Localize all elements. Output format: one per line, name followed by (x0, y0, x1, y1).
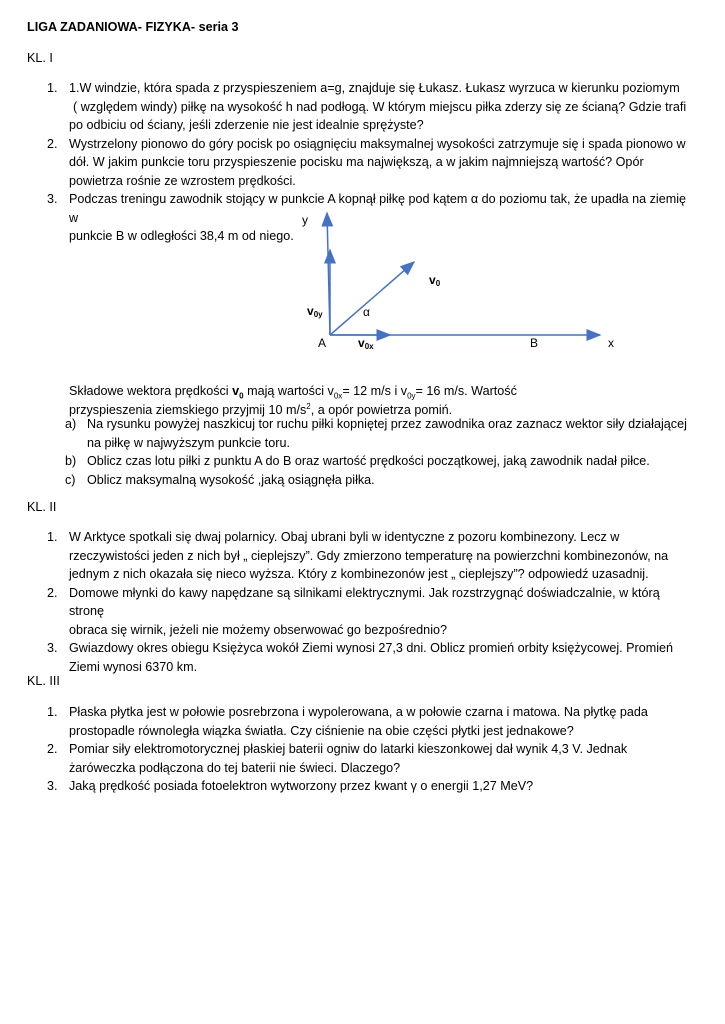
question-3-3: 3. Jaką prędkość posiada fotoelektron wytworzony przez kwant γ o energii 1,27 MeV? (47, 779, 534, 793)
question-1-2: 2. Wystrzelony pionowo do góry pocisk po osiągnięciu maksymalnej wysokości zatrzymuje się i spada pionowo w dół. W jakim punkcie toru przyspieszenie pocisku ma największą, a w jakim najmniejszą wartość? Opór powietrza rośnie ze wzrostem prędkości. (47, 136, 686, 188)
subtask-b: b) Oblicz czas lotu piłki z punktu A do B oraz wartość prędkości początkowej, jaką zawodnik nadał piłce. (65, 454, 650, 468)
v0y-label: v0y (307, 304, 323, 319)
y-axis-label: y (302, 213, 308, 227)
class-2-questions (47, 528, 689, 676)
velocity-components-text: Składowe wektora prędkości $v_0$ mają wartości $v_{0x}= 12$ m/s i $v_{0y}= 16$ m/s. Wartość przyspieszenia ziemskiego przyjmij 10 $m/s^2$, a opór powietrza pomiń. (69, 384, 517, 417)
question-3-1: 1. Płaska płytka jest w połowie posrebrzona i wypolerowana, a w połowie czarna i matowa. Na płytkę pada prostopadle równoległa wiązka światła. Czy ciśnienie na obie części płytki jest jednakowe? (47, 705, 648, 738)
question-3-2: 2. Pomiar siły elektromotorycznej płaskiej baterii ogniw do latarki kieszonkowej dał wynik 4,3 V. Jednak żaróweczka podłączona do tej baterii nie świeci. Dlaczego? (47, 742, 628, 775)
x-axis-label: x (608, 336, 614, 350)
question-2-2: 2. Domowe młynki do kawy napędzane są silnikami elektrycznymi. Jak rozstrzygnąć doświadczalnie, w którą stronę obraca się wirnik, jeżeli nie możemy obserwować go bezpośrednio? (47, 585, 660, 637)
alpha-label: α (363, 305, 370, 319)
class-1-label: KL. I (27, 51, 53, 65)
velocity-diagram (290, 205, 630, 365)
point-a-label: A (318, 336, 327, 350)
v0-label: v0 (429, 273, 441, 288)
document-title: LIGA ZADANIOWA- FIZYKA- seria 3 (27, 20, 239, 34)
class-3-questions (47, 703, 689, 796)
question-2-1: 1. W Arktyce spotkali się dwaj polarnicy. Obaj ubrani byli w identyczne z pozoru kombinezony. Lecz w rzeczywistości jeden z nich był „ cieplejszy”. Gdy zmierzono temperaturę na powierzchni kombinezonów, na jednym z nich okazała się nieco wyższa. Który z kombinezonów jest „ cieplejszy”? odpowiedź uzasadnij. (47, 530, 669, 581)
subtask-c: c) Oblicz maksymalną wysokość ,jaką osiągnęła piłka. (65, 472, 375, 487)
v0x-label: v0x (358, 336, 374, 351)
question-1-1: 1. 1.W windzie, która spada z przyspieszeniem a=g, znajduje się Łukasz. Łukasz wyrzuca w kierunku poziomym ( względem windy) piłkę na wysokość h nad podłogą. W którym miejscu piłka zderzy się ze ścianą? Gdzie trafi po odbiciu od ściany, jeśli zderzenie nie jest idealnie sprężyste? (47, 81, 687, 132)
question-1-3-subtasks (65, 415, 687, 489)
class-3-label: KL. III (27, 674, 60, 688)
question-2-3: 3. Gwiazdowy okres obiegu Księżyca wokół Ziemi wynosi 27,3 dni. Oblicz promień orbity księżycowej. Promień Ziemi wynosi 6370 km. (47, 641, 674, 674)
subtask-a: a) Na rysunku powyżej naszkicuj tor ruchu piłki kopniętej przez zawodnika oraz zaznacz wektor siły działającej na piłkę w najwyższym punkcie toru. (65, 417, 687, 450)
question-1-3: 3. Podczas treningu zawodnik stojący w punkcie A kopnął piłkę pod kątem α do poziomu tak, że upadła na ziemię w punkcie B w odległości 38,4 m od niego. (47, 192, 687, 243)
v0-vector (330, 262, 414, 335)
class-2-label: KL. II (27, 500, 57, 514)
point-b-label: B (530, 336, 539, 350)
